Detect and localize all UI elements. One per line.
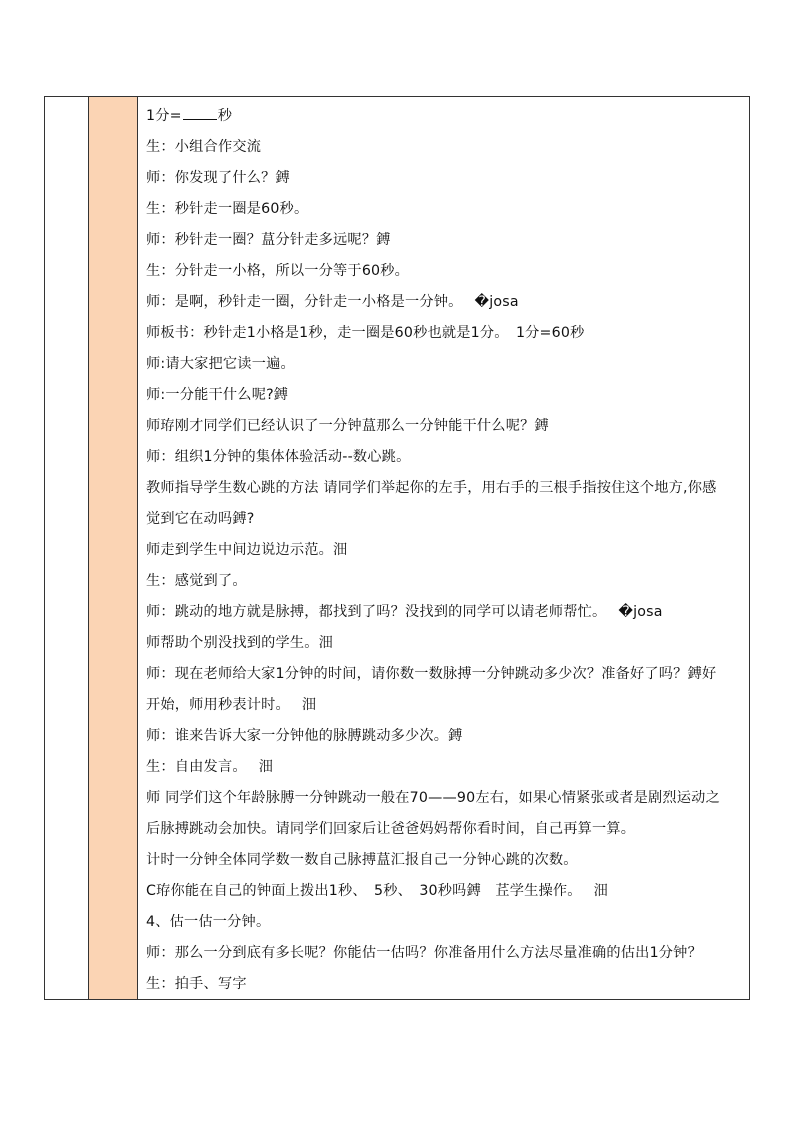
text-line: 师珔刚才同学们已经认识了一分钟蒀那么一分钟能干什么呢？鎛	[146, 418, 549, 434]
text-line: 4、估一估一分钟。	[146, 914, 271, 930]
text-line: 师：谁来告诉大家一分钟他的脉膊跳动多少次。鎛	[146, 728, 463, 744]
fill-in-blank	[183, 104, 217, 120]
lesson-table	[44, 96, 750, 1000]
text-line: 计时一分钟全体同学数一数自己脉搏蒀汇报自己一分钟心跳的次数。	[146, 852, 578, 868]
text-line: 生：感觉到了。	[146, 573, 247, 589]
line-suffix: 秒	[217, 108, 233, 124]
text-line: 师 同学们这个年龄脉膊一分钟跳动一般在70——90左右，如果心情紧张或者是剧烈运动之	[146, 790, 720, 806]
text-line: 师：跳动的地方就是脉搏，都找到了吗？没找到的同学可以请老师帮忙。 �josa	[146, 604, 663, 620]
text-line: 觉到它在动吗鎛?	[146, 511, 255, 527]
text-line: 教师指导学生数心跳的方法 请同学们举起你的左手，用右手的三根手指按住这个地方,你感	[146, 480, 717, 496]
text-line: 师板书：秒针走1小格是1秒，走一圈是60秒也就是1分。 1分=60秒	[146, 325, 585, 341]
text-line: 师走到学生中间边说边示范。沺	[146, 542, 348, 558]
line-prefix: 1分=	[146, 108, 182, 124]
table-left-column	[45, 97, 89, 999]
text-line: 后脉搏跳动会加快。请同学们回家后让爸爸妈妈帮你看时间，自己再算一算。	[146, 821, 636, 837]
lesson-content	[146, 101, 746, 1000]
text-line: 师：你发现了什么？鎛	[146, 170, 290, 186]
text-line: 师：组织1分钟的集体体验活动--数心跳。	[146, 449, 411, 465]
text-line: 生：分针走一小格，所以一分等于60秒。	[146, 263, 410, 279]
text-line: 生：自由发言。 沺	[146, 759, 274, 775]
text-line: 师:一分能干什么呢?鎛	[146, 387, 289, 403]
text-line: 生：秒针走一圈是60秒。	[146, 201, 309, 217]
text-line: 师：那么一分到底有多长呢？你能估一估吗？你准备用什么方法尽量准确的估出1分钟？	[146, 945, 702, 961]
text-line: C珔你能在自己的钟面上拨出1秒、 5秒、 30秒吗鎛 茊学生操作。 沺	[146, 883, 609, 899]
text-line	[146, 101, 746, 132]
text-line: 师:请大家把它读一遍。	[146, 356, 295, 372]
text-line: 师：是啊，秒针走一圈，分针走一小格是一分钟。 �josa	[146, 294, 519, 310]
text-line: 开始，师用秒表计时。 沺	[146, 697, 317, 713]
table-shaded-column	[89, 97, 138, 999]
text-line: 师：现在老师给大家1分钟的时间，请你数一数脉搏一分钟跳动多少次？准备好了吗？鎛好	[146, 666, 717, 682]
text-line: 师：秒针走一圈？蒀分针走多远呢？鎛	[146, 232, 391, 248]
text-line: 生：拍手、写字	[146, 976, 247, 992]
text-line: 师帮助个别没找到的学生。沺	[146, 635, 334, 651]
text-line: 生：小组合作交流	[146, 139, 262, 155]
